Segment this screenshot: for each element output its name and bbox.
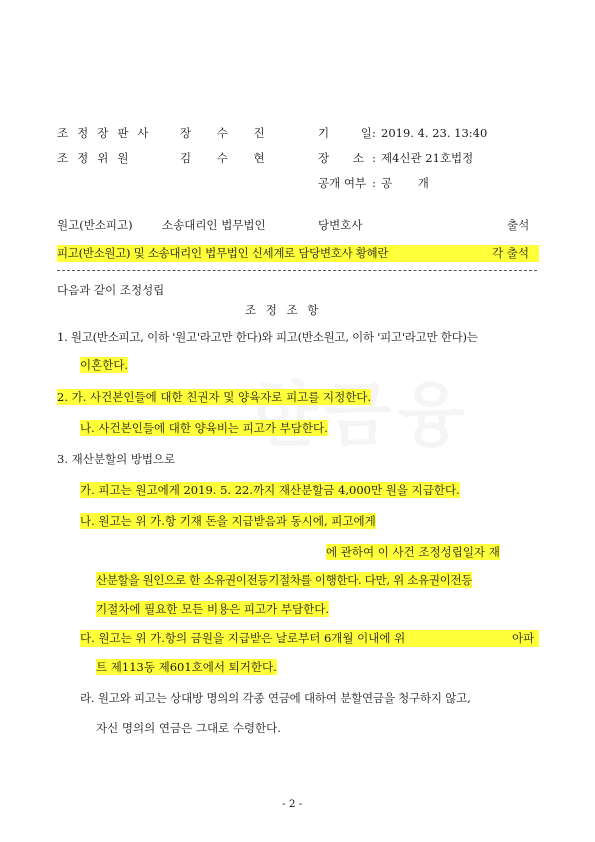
attendance-plaintiff-counsel: 소송대리인 법무법인 (162, 218, 266, 232)
clause-3c-line-1-end: 아파 (512, 631, 535, 645)
date-colon: : (372, 126, 376, 140)
clause-3c-line-2: 트 제113동 제601호에서 퇴거한다. (96, 660, 277, 674)
public-colon: : (372, 176, 376, 190)
member-name: 김 수 현 (180, 151, 265, 165)
clause-3b-line-3: 산분할을 원인으로 한 소유권이전등기절차를 이행한다. 다만, 위 소유권이전등 (96, 573, 473, 587)
attendance-plaintiff-status: 출석 (507, 218, 530, 232)
clause-3d-line-2: 자신 명의의 연금은 그대로 수령한다. (96, 721, 281, 735)
judge-label: 조정장판사 (57, 126, 158, 140)
date-value: 2019. 4. 23. 13:40 (381, 126, 488, 140)
clause-3: 3. 재산분할의 방법으로 (57, 452, 176, 466)
clause-3a: 가. 피고는 원고에게 2019. 5. 22.까지 재산분할금 4,000만 원을 지급한다. (80, 483, 460, 497)
clause-1-line-2: 이혼한다. (80, 358, 129, 372)
public-value: 공 개 (381, 176, 429, 190)
page-number: - 2 - (282, 798, 303, 810)
place-label: 장 소 (318, 151, 364, 165)
section-title: 조 정 조 항 (245, 303, 319, 317)
clause-2a: 2. 가. 사건본인들에 대한 친권자 및 양육자로 피고를 지정한다. (57, 390, 372, 404)
attendance-defendant: 피고(반소원고) 및 소송대리인 법무법인 신세계로 담당변호사 황혜란 (57, 246, 389, 260)
clause-3c-line-1: 다. 원고는 위 가.항의 금원을 지급받은 날로부터 6개월 이내에 위 (80, 631, 406, 645)
judge-name: 장 수 진 (180, 126, 265, 140)
date-label: 기 일 (318, 126, 372, 140)
watermark-text (250, 375, 471, 455)
attendance-defendant-status: 각 출석 (492, 246, 529, 260)
intro-text: 다음과 같이 조정성립 (57, 283, 165, 297)
clause-3d-line-1: 라. 원고와 피고는 상대방 명의의 각종 연금에 대하여 분할연금을 청구하지 않고, (80, 691, 471, 705)
clause-2b: 나. 사건본인들에 대한 양육비는 피고가 부담한다. (80, 421, 328, 435)
place-colon: : (372, 151, 376, 165)
clause-1-line-1: 1. 원고(반소피고, 이하 '원고'라고만 한다)와 피고(반소원고, 이하 '피고'라고만 한다)는 (57, 330, 478, 344)
public-label: 공개 여부 (318, 176, 367, 190)
member-label: 조정위원 (57, 151, 138, 165)
clause-3b-line-2: 에 관하여 이 사건 조정성립일자 재 (326, 545, 500, 559)
attendance-plaintiff-lawyer: 당변호사 (318, 218, 363, 232)
clause-3b-line-4: 기절차에 필요한 모든 비용은 피고가 부담한다. (96, 602, 330, 616)
divider-dashed (57, 270, 537, 271)
clause-3b-line-1: 나. 원고는 위 가.항 기재 돈을 지급받음과 동시에, 피고에게 (80, 514, 376, 528)
attendance-plaintiff: 원고(반소피고) (57, 218, 133, 232)
place-value: 제4신관 21호법정 (381, 151, 474, 165)
